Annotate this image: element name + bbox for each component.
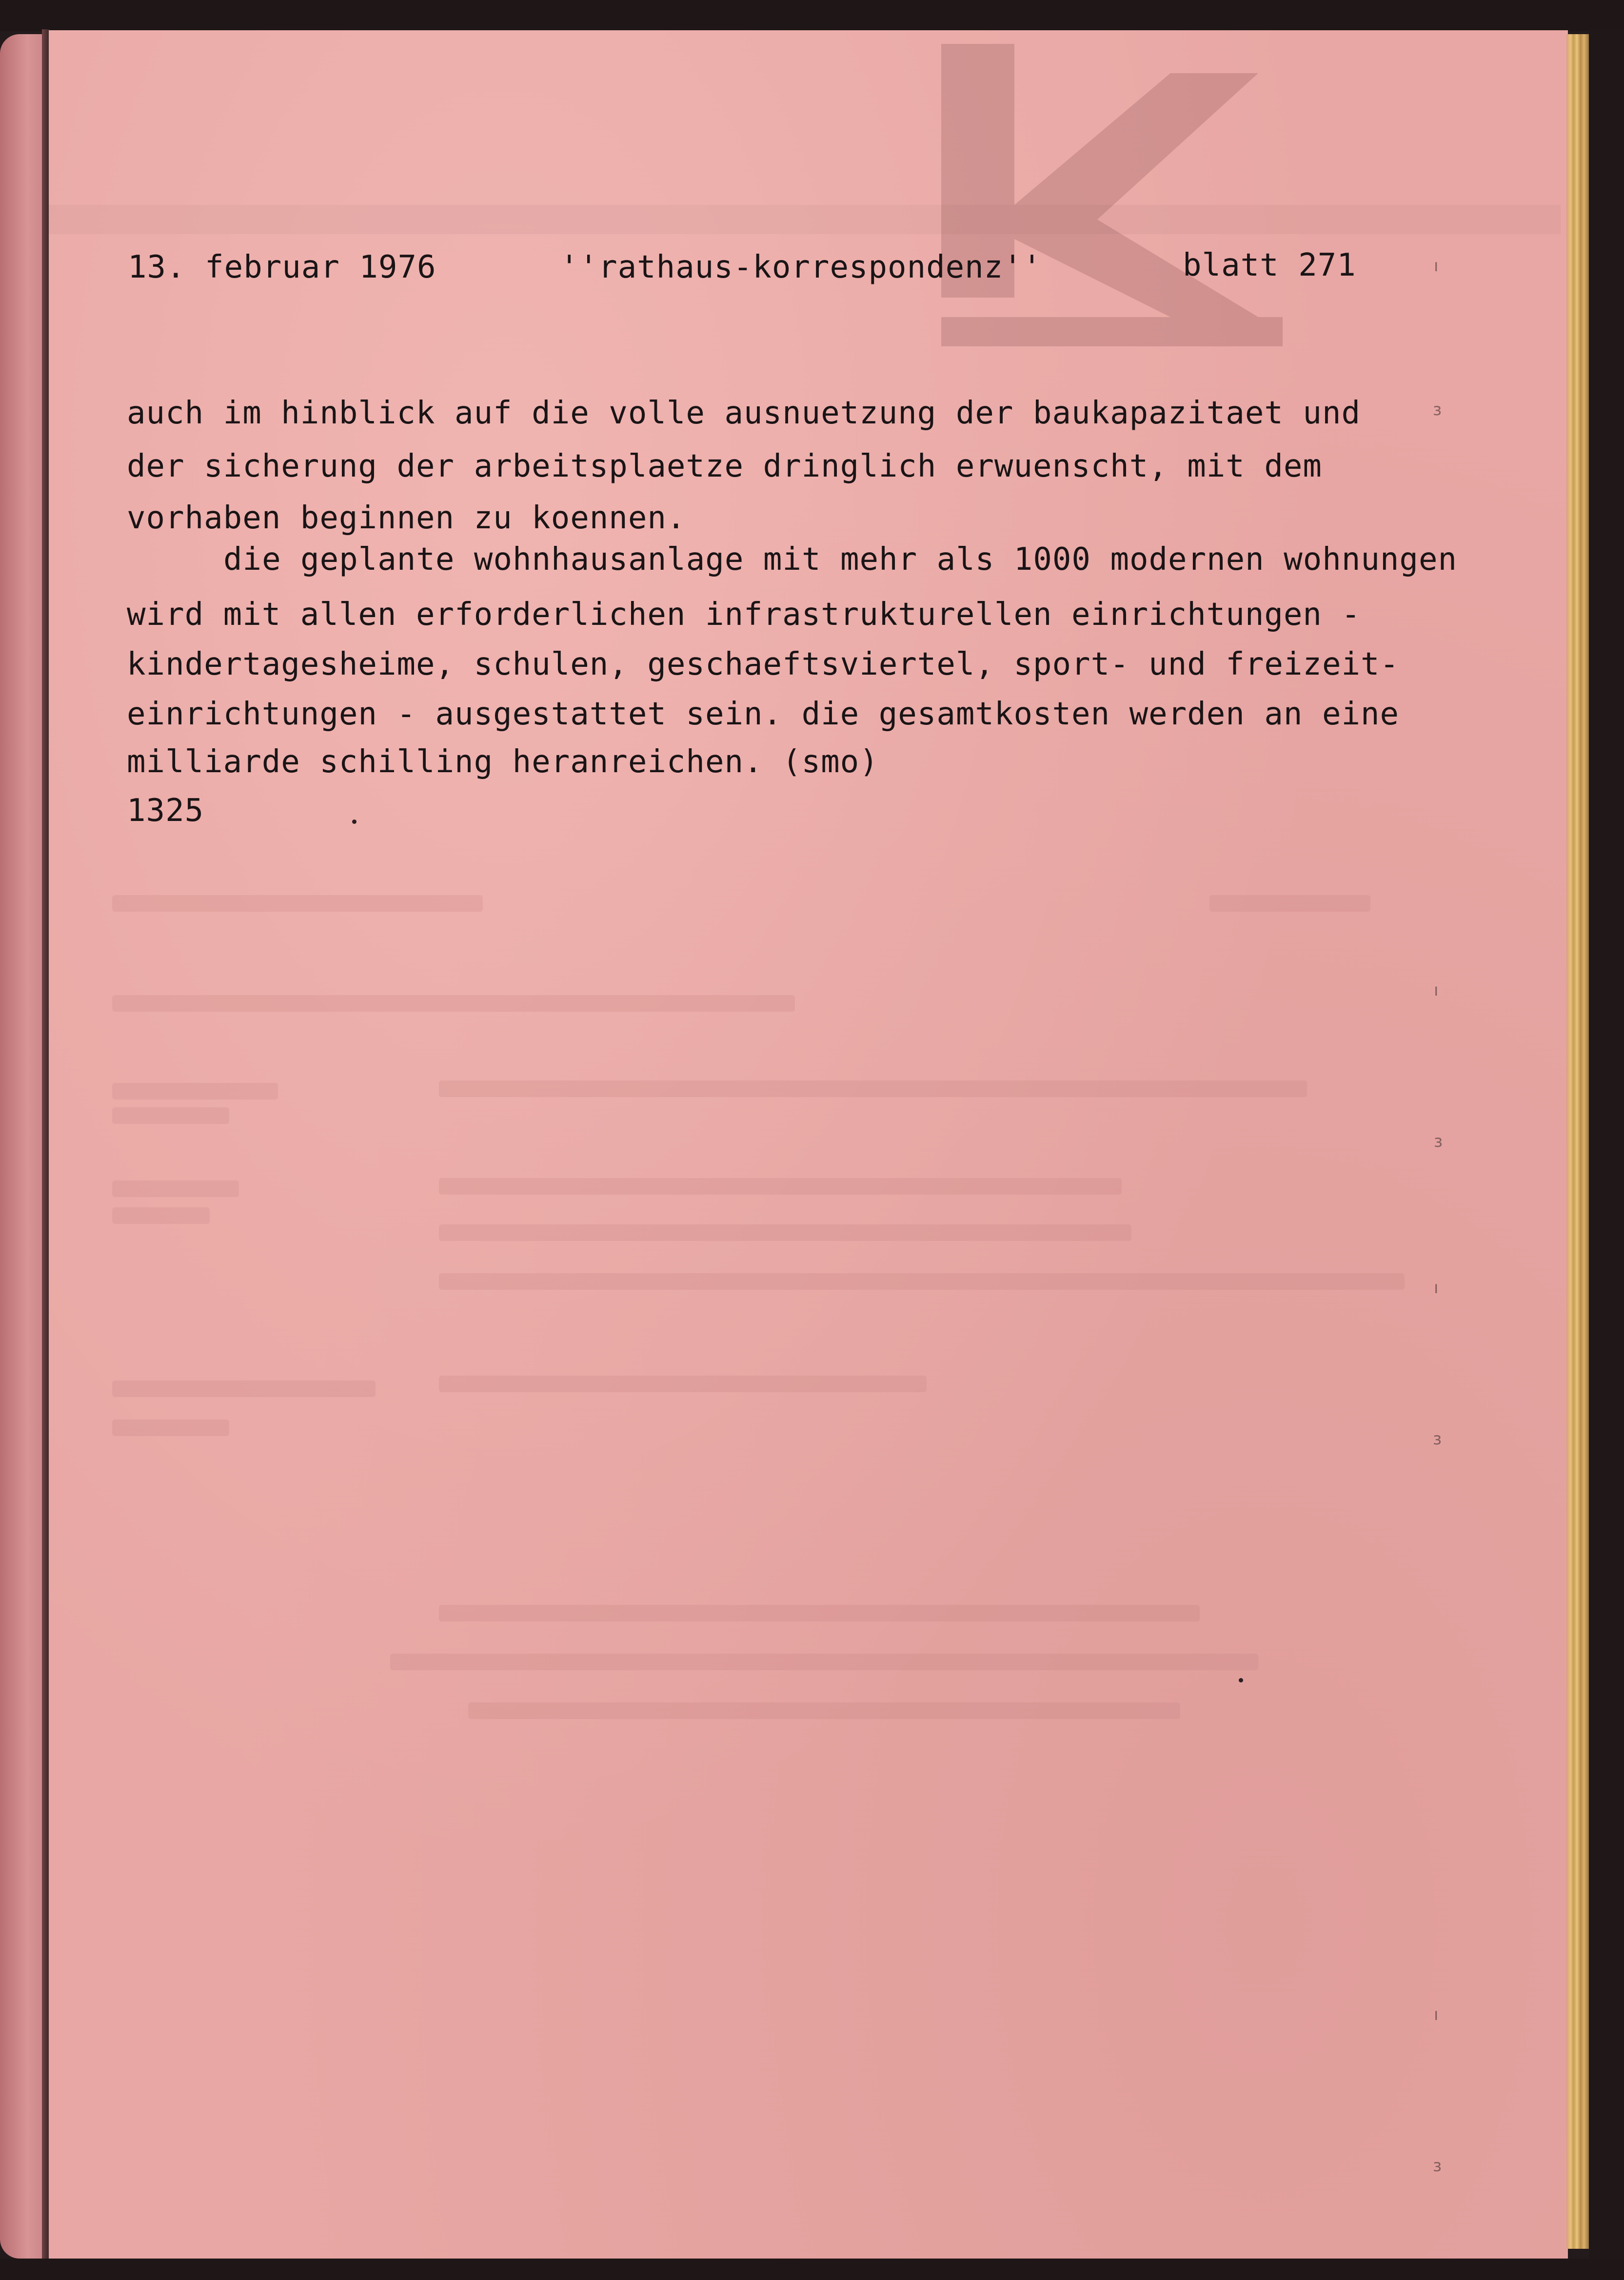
show-through-logo xyxy=(941,44,1283,351)
scan-top-border xyxy=(0,0,1624,31)
ink-speck xyxy=(1239,1678,1243,1682)
document-page xyxy=(49,30,1568,2260)
header-date: 13. februar 1976 xyxy=(128,249,436,285)
body-line: die geplante wohnhausanlage mit mehr als 1000 modernen wohnungen xyxy=(223,541,1457,578)
body-line: auch im hinblick auf die volle ausnuetzung der baukapazitaet und xyxy=(127,395,1361,431)
margin-mark: з xyxy=(1433,2156,1442,2176)
margin-mark: з xyxy=(1434,1132,1443,1151)
scan-right-border xyxy=(1589,29,1624,2280)
scan-bottom-border xyxy=(0,2259,1624,2280)
body-line: der sicherung der arbeitsplaetze dringlich erwuenscht, mit dem xyxy=(127,448,1322,484)
left-page-edge xyxy=(0,34,46,2259)
margin-mark: ı xyxy=(1434,1278,1439,1298)
margin-mark: ı xyxy=(1434,2005,1439,2024)
margin-mark: ı xyxy=(1434,980,1439,1000)
body-line: einrichtungen - ausgestattet sein. die gesamtkosten werden an eine xyxy=(127,696,1400,732)
margin-mark: ı xyxy=(1434,256,1439,276)
margin-mark: з xyxy=(1433,400,1442,420)
page-edge-stack xyxy=(1566,34,1590,2249)
show-through-band xyxy=(49,205,1561,234)
body-line: vorhaben beginnen zu koennen. xyxy=(127,500,686,536)
body-line: milliarde schilling heranreichen. (smo) xyxy=(127,744,879,780)
ink-speck xyxy=(352,820,356,824)
body-line: wird mit allen erforderlichen infrastrukturellen einrichtungen - xyxy=(127,597,1361,633)
margin-mark: з xyxy=(1433,1429,1442,1449)
document-number: 1325 xyxy=(127,793,204,829)
header-sheet-number: blatt 271 xyxy=(1183,247,1356,283)
body-line: kindertagesheime, schulen, geschaeftsviertel, sport- und freizeit- xyxy=(127,646,1400,682)
header-publication: ''rathaus-korrespondenz'' xyxy=(560,249,1042,285)
